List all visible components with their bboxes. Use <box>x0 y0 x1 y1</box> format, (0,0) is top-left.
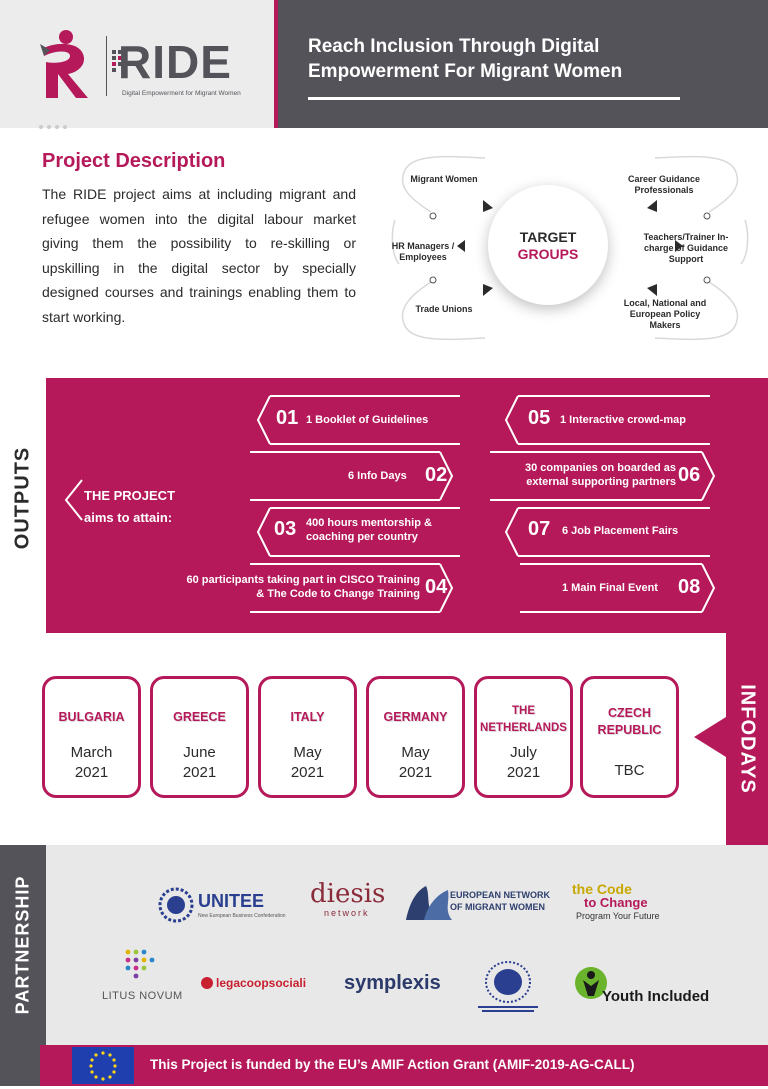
output-03-text: 400 hours mentorship & coaching per country <box>306 517 432 543</box>
infoday-date: TBC <box>614 762 645 779</box>
unitee-emblem-icon <box>158 887 194 923</box>
target-group-migrant-women: Migrant Women <box>410 174 478 184</box>
target-groups-title <box>488 229 608 263</box>
infoday-card-netherlands <box>474 676 573 798</box>
infoday-country: CZECH REPUBLIC <box>597 706 662 737</box>
infoday-date: May 2021 <box>398 744 433 781</box>
outputs-side-label-box <box>0 398 46 598</box>
litus-name: LITUS NOVUM <box>102 990 183 1002</box>
infoday-date: June 2021 <box>182 744 217 781</box>
output-06-number: 06 <box>678 464 701 486</box>
partner-logo-symplexis: symplexis <box>344 972 441 994</box>
infoday-country: THE NETHERLANDS <box>480 705 567 734</box>
infoday-card-czech-republic <box>580 676 679 798</box>
infoday-country: GERMANY <box>383 710 448 724</box>
code-line3: Program Your Future <box>576 911 660 921</box>
output-08-text: 1 Main Final Event <box>562 582 658 594</box>
output-05-text: 1 Interactive crowd-map <box>560 414 686 426</box>
litus-dots-icon <box>122 948 162 980</box>
outputs-lead-line1: THE PROJECT <box>84 488 176 503</box>
infodays-arrow-icon <box>694 717 726 757</box>
infoday-country: BULGARIA <box>58 710 125 724</box>
output-03-number: 03 <box>274 518 297 540</box>
infoday-card-bulgaria <box>42 676 141 798</box>
funding-statement: This Project is funded by the EU’s AMIF Action Grant (AMIF-2019-AG-CALL) <box>150 1057 635 1072</box>
diesis-name: diesis <box>310 879 386 909</box>
output-05-number: 05 <box>528 407 551 429</box>
unitee-subtitle: New European Business Confederation <box>198 913 286 919</box>
seal-emblem-icon <box>474 958 542 1014</box>
outputs-lead-line2: aims to attain: <box>84 510 173 525</box>
infodays-side-label: INFODAYS <box>736 684 759 794</box>
infoday-card-germany <box>366 676 465 798</box>
infoday-card-greece <box>150 676 249 798</box>
target-group-policy-makers: Local, National and European Policy Makers <box>623 298 707 330</box>
infoday-date: July 2021 <box>506 744 541 781</box>
code-line2: to Change <box>584 895 648 910</box>
legacoop-emblem-icon <box>200 976 214 990</box>
enomw-line2: OF MIGRANT WOMEN <box>450 902 545 912</box>
logo-separator <box>106 36 107 96</box>
output-01-number: 01 <box>276 407 299 429</box>
output-06-text: 30 companies on boarded as external supporting partners <box>525 462 676 488</box>
partnership-band <box>0 845 768 1045</box>
partnership-side-label: PARTNERSHIP <box>12 875 33 1015</box>
title-underline <box>308 97 680 100</box>
logo-wordmark: RIDE <box>118 36 232 88</box>
output-02-number: 02 <box>425 464 448 486</box>
infoday-country: GREECE <box>173 710 226 724</box>
target-groups-title-line1: TARGET <box>519 229 577 245</box>
output-01-text: 1 Booklet of Guidelines <box>306 414 429 426</box>
code-line1: the Code <box>572 881 632 897</box>
infoday-date: May 2021 <box>290 744 325 781</box>
target-group-hr-managers: HR Managers / Employees <box>391 241 455 262</box>
output-08-number: 08 <box>678 576 701 598</box>
diesis-subtitle: network <box>324 908 370 918</box>
project-description-text: The RIDE project aims at including migrant and refugee women into the digital labour market giving them the possibility to re-skilling or upskilling in the digital sector by specially designed courses and trainings enabling them to start working. <box>42 186 356 325</box>
page-title: Reach Inclusion Through Digital Empowerment For Migrant Women <box>308 36 623 82</box>
partnership-side-box <box>0 845 46 1045</box>
infoday-country: ITALY <box>290 710 325 724</box>
project-description-title: Project Description <box>42 150 226 172</box>
output-07-text: 6 Job Placement Fairs <box>562 525 679 537</box>
partner-logo-enomw <box>404 880 554 924</box>
footer-left-block <box>0 1045 40 1086</box>
youth-name: Youth Included <box>602 988 710 1005</box>
target-groups-title-line2: GROUPS <box>517 246 579 262</box>
target-group-career-guidance: Career Guidance Professionals <box>627 174 701 195</box>
output-02-text: 6 Info Days <box>348 470 407 482</box>
logo-tagline: Digital Empowerment for Migrant Women <box>122 90 241 97</box>
enomw-figures-icon <box>404 880 454 924</box>
partner-logo-youth-included <box>574 966 714 1006</box>
output-04-number: 04 <box>425 576 448 598</box>
partner-logo-code-to-change <box>572 882 682 922</box>
legacoop-name: legacoopsociali <box>216 976 307 990</box>
target-group-teachers-trainers: Teachers/Trainer In-charge of Guidance Support <box>643 232 729 264</box>
output-07-number: 07 <box>528 518 551 540</box>
enomw-line1: EUROPEAN NETWORK <box>450 890 551 900</box>
outputs-lead <box>84 485 175 529</box>
outputs-side-label: OUTPUTS <box>11 446 34 550</box>
unitee-name: UNITEE <box>198 891 265 911</box>
eu-flag-icon <box>72 1047 134 1084</box>
target-group-trade-unions: Trade Unions <box>415 304 473 314</box>
partner-logo-diesis <box>310 880 390 918</box>
partner-logo-seal <box>474 958 542 1019</box>
infoday-date: March 2021 <box>70 744 113 781</box>
decorative-dots-icon <box>38 124 78 130</box>
ride-figure-logo-icon <box>36 28 96 102</box>
outputs-lead-bracket-icon <box>62 478 84 522</box>
output-04-text: 60 participants taking part in CISCO Training & The Code to Change Training <box>186 574 420 600</box>
infoday-card-italy <box>258 676 357 798</box>
infodays-side-label-box <box>726 633 768 845</box>
